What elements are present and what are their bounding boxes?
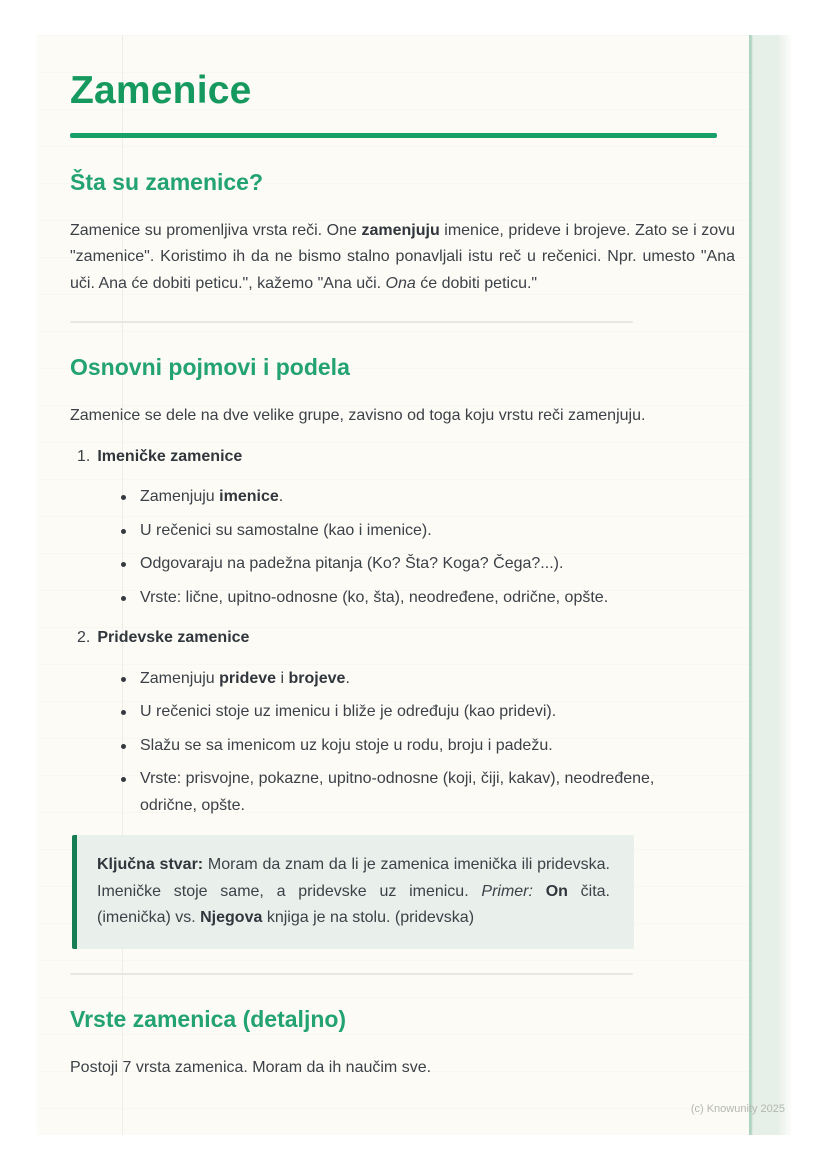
bullet-text	[140, 703, 556, 720]
title-rule	[70, 133, 717, 138]
bullet-list-item	[70, 666, 660, 693]
bullet-list-item	[70, 733, 660, 760]
text-segment: Odgovaraju na padežna pitanja (Ko? Šta? Koga? Čega?...).	[140, 555, 564, 573]
text-segment: prideve	[219, 669, 277, 687]
text-segment: Vrste: lične, upitno-odnosne (ko, šta), neodređene, odrične, opšte.	[140, 588, 609, 606]
bullet-list-item	[70, 551, 660, 578]
text-segment: U rečenici su samostalne (kao i imenice).	[140, 521, 432, 539]
text-segment: knjiga je na stolu. (pridevska)	[262, 909, 475, 927]
section-divider	[70, 321, 633, 323]
section	[70, 168, 735, 298]
text-segment: Primer:	[481, 882, 533, 900]
bullet-list	[70, 666, 735, 820]
text-segment: Postoji 7 vrsta zamenica. Moram da ih naučim sve.	[70, 1058, 432, 1076]
bullet-dot	[121, 562, 126, 567]
text-segment: Ključna stvar:	[97, 856, 204, 874]
text-segment: Imeničke zamenice	[97, 447, 243, 465]
section-heading: Osnovni pojmovi i podela	[70, 354, 350, 381]
text-segment: Vrste: prisvojne, pokazne, upitno-odnosne (koji, čiji, kakav), neodređene, odrične, opšte.	[140, 770, 655, 814]
bullet-text	[140, 522, 432, 539]
bullet-text	[140, 770, 654, 814]
list-item-label	[97, 629, 249, 646]
side-strip	[749, 35, 791, 1135]
text-segment: zamenjuju	[361, 221, 440, 239]
bullet-list-item	[70, 484, 660, 511]
text-segment: Zamenice se dele na dve velike grupe, zavisno od toga koju vrstu reči zamenjuju.	[70, 407, 646, 425]
text-segment: U rečenici stoje uz imenicu i bliže je određuju (kao pridevi).	[140, 703, 557, 721]
paragraph	[70, 403, 735, 430]
bullet-list-item	[70, 766, 660, 819]
text-segment: će dobiti peticu."	[415, 274, 538, 292]
list-item-label	[97, 448, 242, 465]
text-segment: Slažu se sa imenicom uz koju stoje u rodu, broju i padežu.	[140, 736, 553, 754]
bullet-text	[140, 737, 553, 754]
bullet-dot	[121, 777, 126, 782]
callout-text	[97, 852, 610, 932]
page-content	[37, 35, 735, 1081]
watermark: (c) Knowunity 2025	[690, 1103, 785, 1115]
sections-container	[70, 168, 735, 1082]
paragraph	[70, 1055, 735, 1082]
bullet-dot	[121, 677, 126, 682]
list-number: 2.	[77, 629, 91, 647]
bullet-text	[140, 589, 608, 606]
text-segment: brojeve	[288, 669, 346, 687]
text-segment: On	[545, 882, 568, 900]
bullet-text	[140, 555, 563, 572]
text-segment: Pridevske zamenice	[97, 629, 250, 647]
numbered-list-item	[70, 444, 735, 471]
text-segment: čita. (imenička) vs.	[97, 882, 611, 927]
bullet-list-item	[70, 518, 660, 545]
text-segment: Ona	[385, 274, 416, 292]
section-heading: Vrste zamenica (detaljno)	[70, 1005, 347, 1032]
bullet-list-item	[70, 585, 660, 612]
text-segment: Moram da znam da li je zamenica imenička ili pridevska. Imeničke stoje same, a pridevske uz imenicu.	[97, 856, 611, 900]
bullet-text	[140, 488, 283, 505]
text-segment: Zamenjuju	[140, 488, 220, 506]
bullet-list	[70, 484, 735, 611]
text-segment: Zamenjuju	[140, 669, 220, 687]
text-segment	[533, 883, 546, 900]
section	[70, 1005, 735, 1082]
bullet-list-item	[70, 699, 660, 726]
text-segment: Zamenice su promenljiva vrsta reči. One	[70, 221, 362, 239]
bullet-text	[140, 670, 350, 687]
text-segment: imenice, prideve i brojeve. Zato se i zovu "zamenice". Koristimo ih da ne bismo stalno ponavljali istu reč u rečenici. Npr. umesto "Ana uči. Ana će dobiti peticu.", kažemo "Ana uči.	[70, 221, 736, 292]
text-segment: i	[276, 669, 289, 687]
bullet-dot	[121, 710, 126, 715]
bullet-dot	[121, 596, 126, 601]
numbered-list-item	[70, 625, 735, 652]
text-segment: .	[278, 488, 284, 506]
text-segment: imenice	[219, 488, 279, 506]
text-segment: Njegova	[200, 909, 263, 927]
callout-box	[72, 835, 634, 949]
text-segment: .	[345, 669, 350, 687]
note-page	[37, 35, 791, 1135]
page-title: Zamenice	[70, 69, 252, 112]
list-number: 1.	[77, 447, 91, 465]
section-divider	[70, 973, 633, 975]
bullet-dot	[121, 495, 126, 500]
section-heading: Šta su zamenice?	[70, 168, 264, 195]
bullet-dot	[121, 529, 126, 534]
bullet-dot	[121, 744, 126, 749]
section	[70, 353, 735, 949]
paragraph	[70, 218, 735, 298]
